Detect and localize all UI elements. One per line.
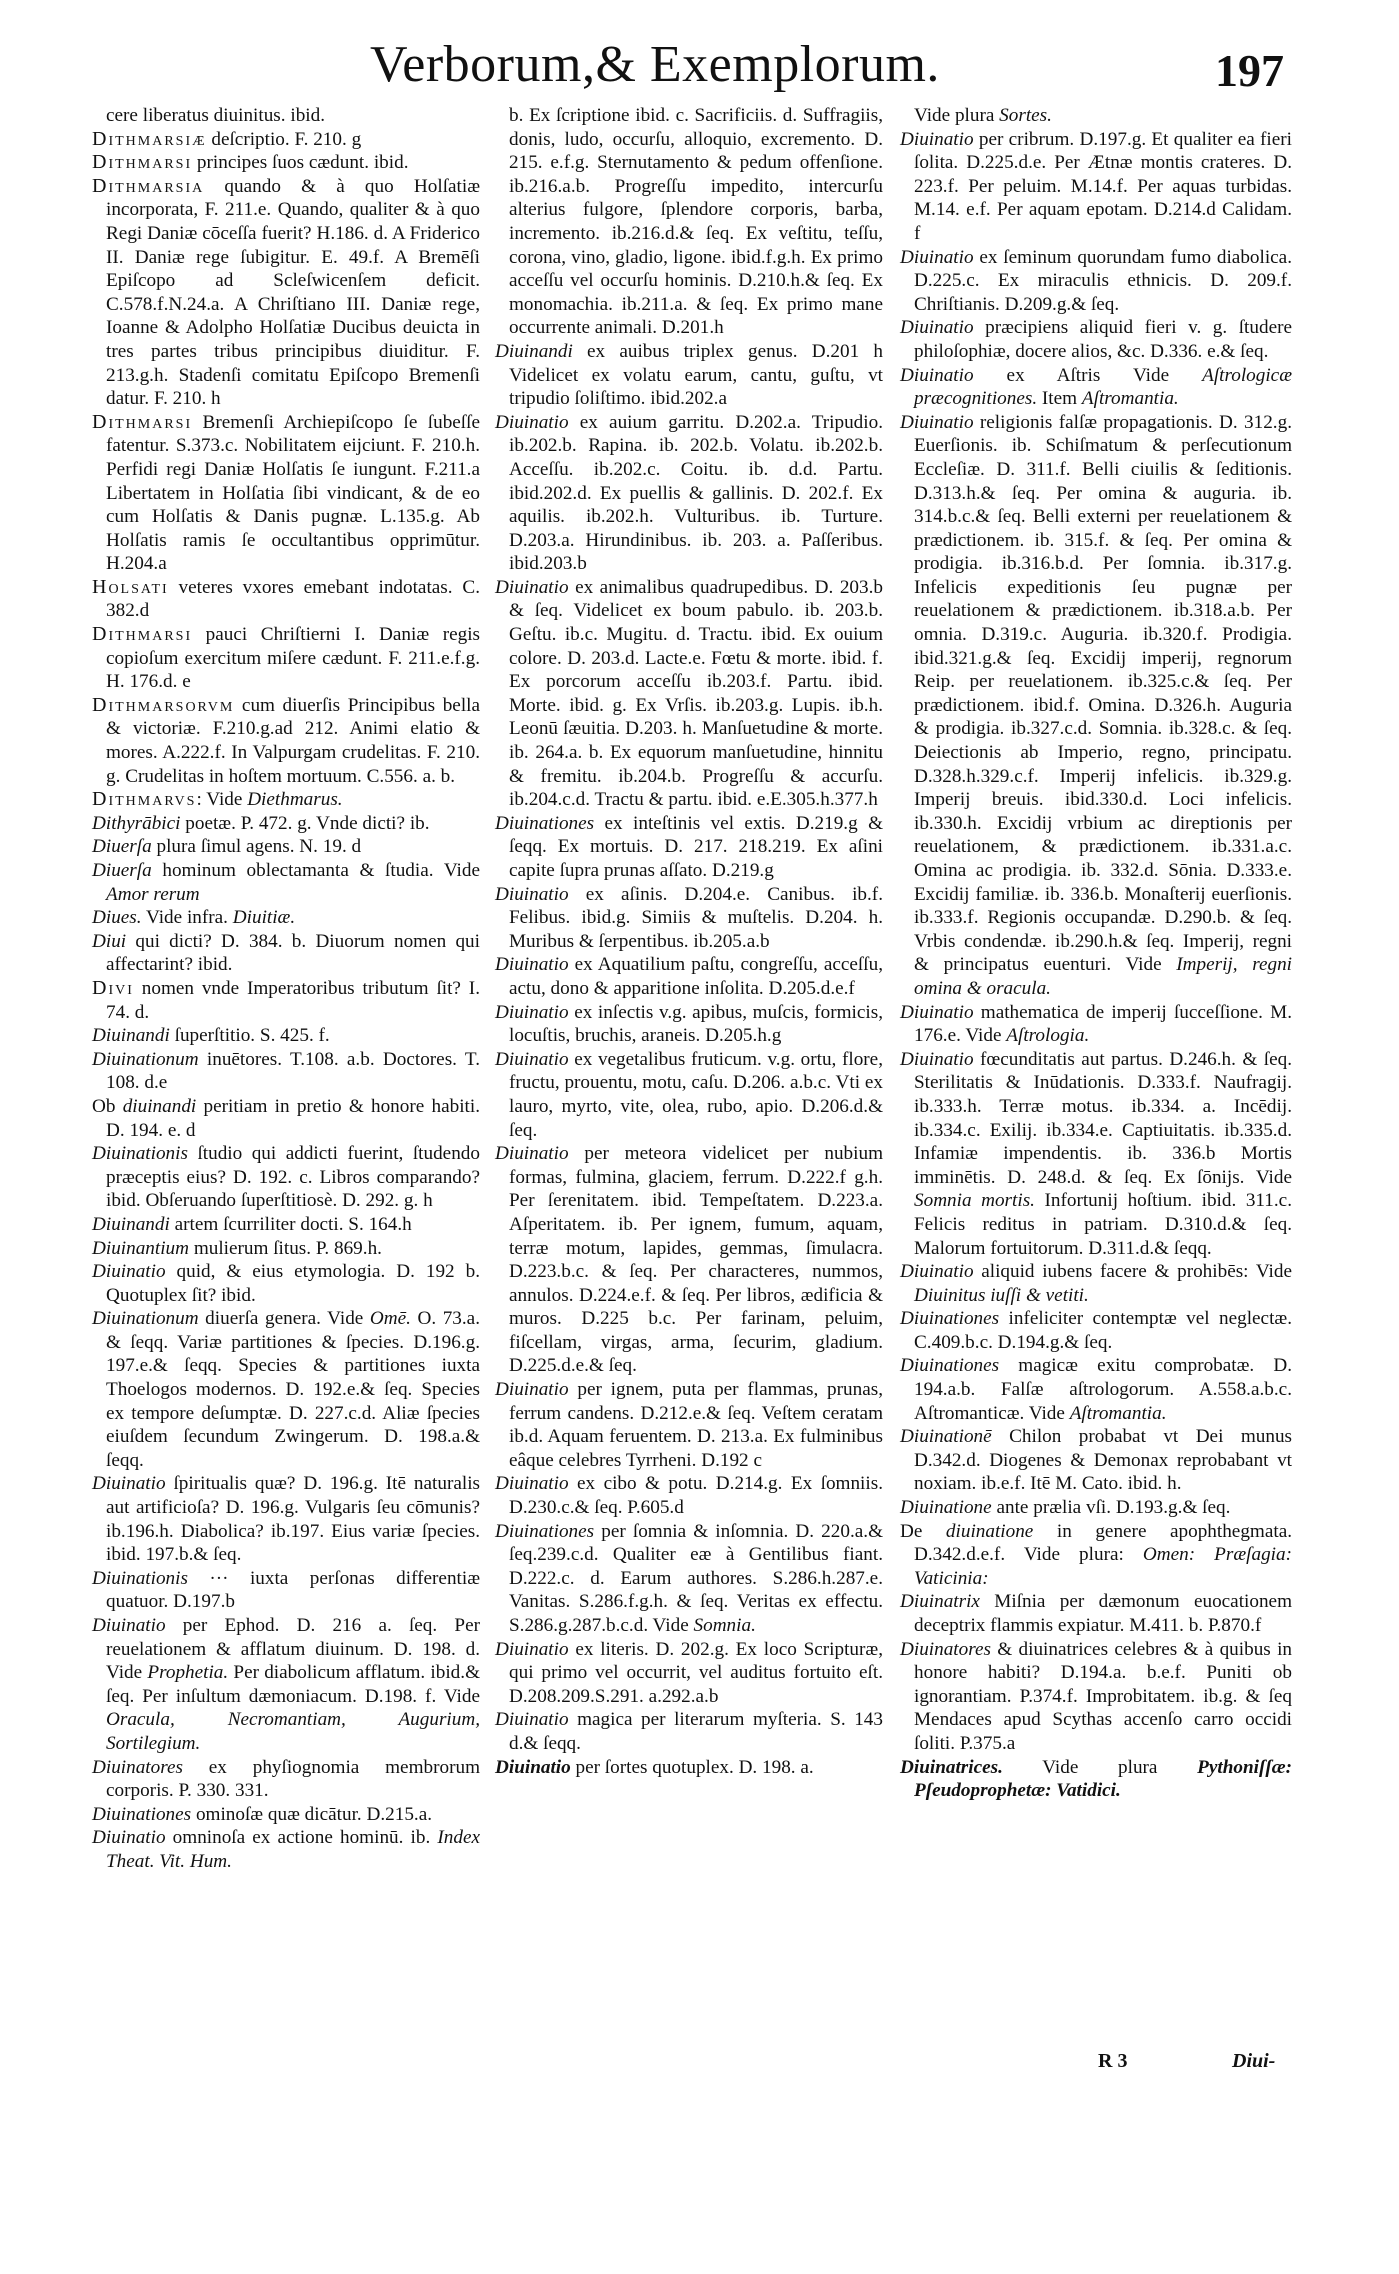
entry-text: per Ephod. D. 216 a. ſeq. Per reuelationem & afflatum diuinum. D. 198. d. Vide xyxy=(106,1615,480,1684)
index-entry xyxy=(92,1237,480,1261)
index-entry xyxy=(92,788,480,812)
entry-text: principes ſuos cædunt. ibid. xyxy=(192,152,409,174)
entry-headword: Diuinatio xyxy=(495,1143,569,1165)
index-entry xyxy=(900,364,1292,411)
page-footer xyxy=(0,2050,1399,2090)
entry-headword: Diuinatione xyxy=(900,1497,992,1519)
entry-text: hominum oblectamanta & ſtudia. Vide xyxy=(151,860,480,881)
entry-text: diuinandi xyxy=(122,1095,197,1117)
entry-headword: Diuinatio xyxy=(900,1048,974,1070)
entry-text: Aſtromantia. xyxy=(1081,388,1179,410)
entry-text: ex literis. D. 202.g. Ex loco Scripturæ, qui primo vel occurrit, vel auditus fortuito eſt. D.208.209.S.291. a.292.a.b xyxy=(509,1638,883,1707)
entry-text: nomen vnde Imperatoribus tributum ſit? I. 74. d. xyxy=(106,977,480,1023)
entry-headword: Dithmarsia xyxy=(92,174,205,197)
entry-headword: Diuinatio xyxy=(92,1473,166,1495)
entry-headword: Diues. xyxy=(92,907,142,929)
entry-text: quando & à quo Holſatiæ incorporata, F. 211.e. Quando, qualiter & à quo Regi Daniæ cōceſſa fuerit? H.186. d. A Friderico II. Daniæ rege ſubigitur. E. 49.f. A Bremēſi Epiſcopo ad Scleſwicenſem deficit. C.578.f.N.24.a. A Chriſtiano III. Daniæ rege, Ioanne & Adolpho Holſatiæ Ducibus deuicta in tres partes tribus principibus diuiditur. F. 213.g.h. Stadenſi comitatu Epiſcopo Bremenſi datur. F. 210. h xyxy=(106,175,480,410)
entry-headword: Diuinationes xyxy=(900,1355,1000,1377)
entry-headword: Diuinatio xyxy=(495,576,569,598)
index-entry xyxy=(495,411,883,576)
index-entry xyxy=(92,812,480,836)
entry-text: ex auium garritu. D.202.a. Tripudio. ib.202.b. Rapina. ib. 202.b. Volatu. ib.202.b. Acceſſu. ib.202.c. Coitu. ib. d.d. Partu. ibid.202.d. Ex puellis & gallinis. D. 202.f. Ex aquilis. ib.202.h. Vulturibus. ib. Turture. D.203.a. Hirundinibus. ib. 203. a. Paſſeribus. ibid.203.b xyxy=(509,411,883,575)
index-columns xyxy=(92,104,1332,2144)
entry-headword: Holsati xyxy=(92,575,169,598)
entry-headword: Diuinationum xyxy=(92,1048,199,1070)
entry-headword: Diuinationis xyxy=(92,1143,188,1165)
index-entry xyxy=(495,1472,883,1519)
entry-headword: Diuinatio xyxy=(495,1638,569,1660)
entry-text: Diuitiæ. xyxy=(232,907,296,929)
entry-text: veteres vxores emebant indotatas. C. 382.d xyxy=(106,576,480,622)
entry-text: Amor rerum xyxy=(106,883,200,905)
entry-headword: Diuinatio xyxy=(495,1756,571,1778)
index-entry xyxy=(900,316,1292,363)
entry-text: per meteora videlicet per nubium formas, fulmina, glaciem, ferrum. D.222.f g.h. Per ſerenitatem. ibid. Tempeſtatem. D.223.a. Aſperitatem. ib. Per ignem, fumum, aquam, terræ motum, lapides, gemmas, ſimulacra. D.223.b.c. & ſeq. Per characteres, nummos, annulos. D.224.e.f. & ſeq. Per libros, ædificia & muros. D.225 b.c. Per farinam, peluim, fiſcellam, virgas, arma, ſecurim, gladium. D.225.d.e.& ſeq. xyxy=(509,1143,883,1377)
entry-text: ex auibus triplex genus. D.201 h Videlicet ex volatu earum, cantu, guſtu, vt tripudio ſoliſtimo. ibid.202.a xyxy=(509,340,883,410)
entry-headword: Diuinatio xyxy=(92,1827,166,1849)
entry-text: plura ſimul agens. N. 19. d xyxy=(151,836,362,858)
entry-headword: Diuinatio xyxy=(495,954,569,976)
index-entry xyxy=(495,1756,883,1780)
index-entry xyxy=(495,953,883,1000)
index-entry xyxy=(92,1095,480,1142)
index-entry xyxy=(495,883,883,954)
entry-text: Infortunij hoſtium. ibid. 311.c. Felicis reditus in patriam. D.310.d.& ſeq. Malorum fortuitorum. D.311.d.& ſeqq. xyxy=(914,1190,1292,1259)
entry-headword: Diuinatio xyxy=(900,246,974,268)
index-entry xyxy=(92,930,480,977)
entry-text: diuinatione xyxy=(945,1520,1034,1542)
index-entry xyxy=(495,1708,883,1755)
entry-text: Ob xyxy=(92,1095,123,1117)
entry-headword: Diuinatio xyxy=(495,1001,569,1023)
index-entry xyxy=(900,411,1292,1001)
index-entry xyxy=(900,1638,1292,1756)
entry-text: magicæ exitu comprobatæ. D. 194.a.b. Falſæ aſtrologorum. A.558.a.b.c. Aſtromanticæ. Vide xyxy=(914,1355,1292,1424)
entry-text: qui dicti? D. 384. b. Diuorum nomen qui affectarint? ibid. xyxy=(106,930,480,976)
entry-headword: Pythoniſſæ: Pſeudoprophetæ: Vatidici. xyxy=(914,1756,1292,1802)
entry-text: diuerſa genera. Vide xyxy=(198,1308,370,1330)
index-entry xyxy=(900,1756,1292,1803)
entry-text: Somnia mortis. xyxy=(914,1190,1035,1212)
index-entry xyxy=(495,340,883,411)
entry-text: Imperij, regni omina & oracula. xyxy=(914,954,1292,999)
index-entry xyxy=(900,246,1292,317)
entry-headword: Diuinationis xyxy=(92,1567,188,1589)
index-entry xyxy=(495,1142,883,1378)
entry-headword: Diuinatio xyxy=(92,1615,166,1636)
index-entry xyxy=(900,128,1292,246)
index-entry xyxy=(92,151,480,175)
entry-text: Omē. xyxy=(369,1308,411,1330)
entry-text: quid, & eius etymologia. D. 192 b. Quotuplex ſit? ibid. xyxy=(106,1261,480,1306)
index-entry xyxy=(92,859,480,906)
entry-headword: Diuinatrices. xyxy=(900,1756,1003,1778)
entry-text: Miſnia per dæmonum euocationem deceptrix flammis expiatur. M.411. b. P.870.f xyxy=(914,1591,1292,1636)
entry-text: : Vide xyxy=(196,789,248,811)
entry-headword: Diui xyxy=(92,930,127,952)
entry-text: per ſortes quotuplex. D. 198. a. xyxy=(570,1756,814,1778)
entry-text: pauci Chriſtierni I. Daniæ regis copioſum exercitum miſere cædunt. F. 211.e.f.g. H. 176.d. e xyxy=(106,624,480,693)
index-entry xyxy=(92,623,480,694)
signature-mark: R 3 xyxy=(1098,2050,1128,2072)
entry-text: ex ſeminum quorundam fumo diabolica. D.225.c. Ex miraculis ethnicis. D. 209.f. Chriſtianis. D.209.g.& ſeq. xyxy=(914,246,1292,315)
entry-text: ex Aquatilium paſtu, congreſſu, acceſſu, actu, dono & apparitione inſolita. D.205.d.e.f xyxy=(509,954,883,999)
index-entry xyxy=(495,1378,883,1472)
index-entry xyxy=(92,1307,480,1472)
index-entry xyxy=(92,1048,480,1095)
entry-text: ex cibo & potu. D.214.g. Ex ſomniis. D.230.c.& ſeq. P.605.d xyxy=(509,1473,883,1519)
index-entry xyxy=(900,1354,1292,1425)
index-entry xyxy=(92,1756,480,1803)
entry-headword: Diuinatio xyxy=(900,364,974,386)
entry-text: Index Theat. Vit. Hum. xyxy=(106,1827,480,1872)
entry-text: mathematica de imperij ſucceſſione. M. 176.e. Vide xyxy=(914,1001,1292,1047)
entry-text: infeliciter contemptæ vel neglectæ. C.409.b.c. D.194.g.& ſeq. xyxy=(914,1308,1292,1353)
entry-text: per cribrum. D.197.g. Et qualiter ea fieri ſolita. D.225.d.e. Per Ætnæ montis crateres. D. 223.f. Per peluim. M.14.f. Per aquas turbidas. M.14. e.f. Per aquam epotam. D.214.d Calidam. f xyxy=(914,128,1292,244)
entry-text: ex vegetalibus fruticum. v.g. ortu, flore, fructu, prouentu, motu, caſu. D.206. a.b.c. Vti ex lauro, myrto, vite, olea, rubo, apio. D.206.d.& ſeq. xyxy=(509,1048,883,1141)
index-entry xyxy=(92,1567,480,1614)
index-entry xyxy=(92,175,480,411)
entry-headword: Dithmarsiæ xyxy=(92,127,207,150)
entry-text: Prophetia. xyxy=(147,1662,229,1684)
entry-text: ſtudio qui addicti fuerint, ſtudendo præceptis eius? D. 192. c. Libros comparando? ibid. Obſeruando ſuperſtitiosè. D. 292. g. h xyxy=(106,1143,480,1212)
entry-text: deſcriptio. F. 210. g xyxy=(206,128,362,150)
entry-headword: Dithmarsi xyxy=(92,410,193,433)
index-entry-continuation xyxy=(495,104,883,340)
entry-text: Vide plura xyxy=(1002,1756,1198,1778)
entry-text: Vide plura xyxy=(914,105,1000,126)
index-entry xyxy=(495,812,883,883)
index-entry xyxy=(92,835,480,859)
entry-text: mulierum ſitus. P. 869.h. xyxy=(189,1237,382,1259)
entry-headword: Dithmarvs xyxy=(92,788,197,811)
entry-text: Diuinitus iuſſi & vetiti. xyxy=(914,1284,1089,1306)
index-entry xyxy=(92,906,480,930)
entry-text: Vide infra. xyxy=(141,907,233,929)
index-entry xyxy=(900,1260,1292,1307)
index-entry xyxy=(495,1638,883,1709)
index-entry xyxy=(900,1496,1292,1520)
entry-text: peritiam in pretio & honore habiti. D. 194. e. d xyxy=(106,1095,481,1141)
entry-text: inuētores. T.108. a.b. Doctores. T. 108. d.e xyxy=(106,1048,480,1094)
entry-text: poetæ. P. 472. g. Vnde dicti? ib. xyxy=(180,812,430,834)
catchword: Diui- xyxy=(1232,2050,1276,2072)
entry-text: ex animalibus quadrupedibus. D. 203.b & ſeq. Videlicet ex boum pabulo. ib. 203.b. Geſtu. ib.c. Mugitu. d. Tractu. ibid. Ex ouium colore. D. 203.d. Lacte.e. Fœtu & morte. ibid. f. Ex porcorum acceſſu ib.203.f. Partu. ibid. Morte. ibid. g. Ex Vrſis. ib.203.g. Lupis. ib.h. Leonū ſæuitia. D.203. h. Manſuetudine & morte. ib. 264.a. b. Ex equorum manſuetudine, hinnitu & fremitu. ib.204.b. Progreſſu & accurſu. ib.204.c.d. Tractu & partu. ibid. e.E.305.h.377.h xyxy=(509,576,883,811)
entry-headword: Diuinatrix xyxy=(900,1591,980,1613)
index-entry xyxy=(495,1048,883,1142)
entry-headword: Dithmarsi xyxy=(92,623,193,646)
entry-headword: Diuinationē xyxy=(900,1426,992,1448)
entry-text: aliquid iubens facere & prohibēs: Vide xyxy=(973,1261,1292,1283)
entry-text: ex aſinis. D.204.e. Canibus. ib.f. Felibus. ibid.g. Simiis & muſtelis. D.204. h. Muribus & ſerpentibus. ib.205.a.b xyxy=(509,883,883,952)
entry-headword: Diuinatio xyxy=(495,1473,569,1495)
entry-headword: Diuinationes xyxy=(92,1803,192,1825)
entry-headword: Diuinatio xyxy=(92,1261,166,1283)
entry-headword: Diuinatio xyxy=(495,1048,569,1070)
entry-headword: Diuinatores xyxy=(900,1638,991,1660)
entry-headword: Diuinandi xyxy=(92,1025,170,1047)
entry-headword: Diuinatio xyxy=(495,411,569,433)
entry-text: ex Aſtris Vide xyxy=(973,364,1203,386)
entry-text: & diuinatrices celebres & à quibus in honore habiti? D.194.a. b.e.f. Puniti ob ignorantiam. P.374.f. Improbitatem. ib.g. & ſeq Mendaces apud Scythas accenſo carro occidi ſoliti. P.375.a xyxy=(914,1638,1292,1754)
entry-text: fœcunditatis aut partus. D.246.h. & ſeq. Sterilitatis & Inūdationis. D.333.f. Naufragij. ib.333.h. Terræ motus. ib.334. a. Incēdij. ib.334.c. Exilij. ib.334.e. Captiuitatis. ib.335.d. Infamiæ impendentis. ib. 336.b Mortis imminētis. D. 248.d. & ſeq. Ex ſōnijs. Vide xyxy=(914,1048,1292,1188)
index-entry xyxy=(92,576,480,623)
entry-text: per ignem, puta per flammas, prunas, ferrum candens. D.212.e.& ſeq. Veſtem ceratam ib.d. Aquam feruentem. D. 213.a. Ex fulminibus eâque celebres Tyrrheni. D.192 c xyxy=(509,1379,883,1471)
index-entry xyxy=(92,128,480,152)
entry-headword: Diuinandi xyxy=(92,1213,170,1235)
entry-text: Aſtromantia. xyxy=(1069,1402,1167,1424)
index-column-left xyxy=(92,104,480,1874)
entry-headword: Diuinandi xyxy=(495,340,573,362)
index-entry xyxy=(92,1472,480,1566)
entry-text: Omen: Præſagia: Vaticinia: xyxy=(914,1544,1292,1589)
entry-headword: Diuinationum xyxy=(92,1308,199,1330)
entry-text: omninoſa ex actione hominū. ib. xyxy=(165,1827,438,1849)
index-entry xyxy=(92,694,480,788)
index-entry xyxy=(900,1425,1292,1496)
entry-text: artem ſcurriliter docti. S. 164.h xyxy=(169,1213,412,1235)
entry-text: Per diabolicum afflatum. ibid.& ſeq. Per inſultum dæmoniacum. D.198. f. Vide xyxy=(106,1662,480,1707)
index-entry xyxy=(495,1520,883,1638)
index-entry xyxy=(92,1803,480,1827)
entry-text: Oracula, Necromantiam, Augurium, Sortilegium. xyxy=(106,1709,480,1754)
entry-text: b. Ex ſcriptione ibid. c. Sacrificiis. d. Suffragiis, donis, ludo, occurſu, alloquio, excremento. D. 215. e.f.g. Sternutamento & pedum offenſione. ib.216.a.b. Progreſſu impedito, intercurſu alterius fulgore, ſplendore corporis, barba, incremento. ib.216.d.& ſeq. Ex veſtitu, teſſu, corona, vino, gladio, ligone. ibid.f.g.h. Ex primo acceſſu vel occurſu hominis. D.210.h.& ſeq. Ex monomachia. ib.211.a. & ſeq. Ex primo mane occurrente animali. D.201.h xyxy=(509,105,883,339)
entry-headword: Diuinatio xyxy=(900,1261,974,1283)
entry-text: ſuperſtitio. S. 425. f. xyxy=(169,1025,330,1047)
entry-headword: Diuinationes xyxy=(900,1308,1000,1330)
entry-text: præcipiens aliquid fieri v. g. ſtudere philoſophiæ, docere alios, &c. D.336. e.& ſeq. xyxy=(914,317,1292,362)
entry-text: ſpiritualis quæ? D. 196.g. Itē naturalis aut artificioſa? D. 196.g. Vulgaris ſeu cōmunis? ib.196.h. Diabolica? ib.197. Eius variæ ſpecies. ibid. 197.b.& ſeq. xyxy=(106,1473,480,1566)
entry-text: ante prælia vſi. D.193.g.& ſeq. xyxy=(991,1497,1231,1519)
entry-headword: Diuinationes xyxy=(495,1520,595,1542)
entry-text: in genere apophthegmata. D.342.d.e.f. Vide plura: xyxy=(914,1520,1293,1566)
entry-headword: Divi xyxy=(92,976,134,999)
index-entry xyxy=(92,977,480,1024)
index-entry xyxy=(495,576,883,812)
entry-headword: Diuinatores xyxy=(92,1756,183,1778)
entry-text: ex inſectis v.g. apibus, muſcis, formicis, locuſtis, bruchis, araneis. D.205.h.g xyxy=(509,1001,883,1047)
index-entry xyxy=(92,1260,480,1307)
entry-headword: Diuinationes xyxy=(495,812,595,834)
index-entry xyxy=(900,1001,1292,1048)
index-entry xyxy=(92,411,480,576)
entry-headword: Dithmarsi xyxy=(92,151,193,174)
entry-headword: Dithyrābici xyxy=(92,812,181,834)
entry-text: ··· iuxta perſonas differentiæ quatuor. D.197.b xyxy=(106,1567,480,1613)
index-entry xyxy=(92,1614,480,1756)
entry-headword: Diuerſa xyxy=(92,836,152,858)
entry-text: Aſtrologicæ præcognitiones. xyxy=(914,364,1292,410)
entry-headword: Diuinatio xyxy=(900,317,974,339)
entry-text: De xyxy=(900,1520,946,1542)
entry-text: ex inteſtinis vel extis. D.219.g & ſeqq. Ex mortuis. D. 217. 218.219. Ex aſini capite ſupra prunas aſſato. D.219.g xyxy=(509,812,883,881)
page-number: 197 xyxy=(1215,45,1284,96)
entry-text: Diethmarus. xyxy=(247,789,343,811)
index-entry xyxy=(900,1520,1292,1591)
page-header xyxy=(0,30,1399,110)
running-title: Verborum,& Exemplorum. xyxy=(370,36,940,93)
entry-text: Bremenſi Archiepiſcopo ſe ſubeſſe fatentur. S.373.c. Nobilitatem eijciunt. F. 210.h. Perfidi regi Daniæ Holſatis ſe iungunt. F.211.a Libertatem in Holſatia ſibi vindicant, & de eo cum Holſatis & Danis pugnæ. L.135.g. Ab Holſatis ramis ſe occultantibus opprimūtur. H.204.a xyxy=(106,411,480,575)
entry-text: ominoſæ quæ dicātur. D.215.a. xyxy=(191,1803,433,1825)
index-entry-continuation xyxy=(900,104,1292,128)
entry-headword: Diuinatio xyxy=(900,128,974,150)
entry-text: cere liberatus diuinitus. ibid. xyxy=(106,105,326,126)
entry-text: religionis falſæ propagationis. D. 312.g. Euerſionis. ib. Schiſmatum & perſecutionum Eccleſiæ. D. 311.f. Belli ciuilis & ſeditionis. D.313.h.& ſeq. Per omina & auguria. ib. 314.b.c.& ſeq. Belli externi per reuelationem & prædictionem. ib. 315.f. & ſeq. Per omina & prodigia. ib.316.b.d. Per ſomnia. ib.317.g. Infelicis expeditionis ſeu pugnæ per reuelationem & prædictionem. ib.318.a.b. Per omnia. D.319.c. Auguria. ib.320.f. Prodigia. ibid.321.g.& ſeq. Excidij imperij, regnorum Reip. per reuelationem. ib.325.c.& ſeq. Per prædictionem. ibid.f. Omina. D.326.h. Auguria & prodigia. ib.327.c.d. Somnia. ib.328.c. & ſeq. Deiectionis ab Imperio, regno, principatu. D.328.h.329.c.f. Imperij infelicis. ib.329.g. Imperij breuis. ibid.330.d. Loci infelicis. ib.330.h. Excidij vrbium ac direptionis per reuelationem, & prædictionem. ib.331.a.c. Omina ac prodigia. ib. 332.d. Sōnia. D.333.e. Excidij familiæ. ib. 336.b. Monaſterij euerſionis. ib.333.f. Regionis occupandæ. D.290.b. & ſeq. Vrbis condendæ. ib.290.h.& ſeq. Imperij, regni & principatus euenturi. Vide xyxy=(914,411,1292,976)
entry-headword: Diuinatio xyxy=(900,411,974,433)
entry-headword: Diuinatio xyxy=(495,1379,569,1401)
entry-headword: Diuerſa xyxy=(92,860,152,881)
entry-headword: Diuinatio xyxy=(900,1001,974,1023)
index-entry xyxy=(92,1213,480,1237)
entry-text: Chilon probabat vt Dei munus D.342.d. Diogenes & Demonax reprobabant vt noxiam. ib.e.f. Itē M. Cato. ibid. h. xyxy=(914,1426,1292,1495)
entry-text: magica per literarum myſteria. S. 143 d.& ſeqq. xyxy=(509,1709,883,1754)
index-column-middle xyxy=(495,104,883,1779)
entry-headword: Dithmarsorvm xyxy=(92,693,235,716)
entry-headword: Diuinatio xyxy=(495,1709,569,1731)
index-entry xyxy=(900,1590,1292,1637)
entry-text: ex phyſiognomia membrorum corporis. P. 330. 331. xyxy=(106,1756,480,1802)
index-entry xyxy=(495,1001,883,1048)
index-entry xyxy=(900,1048,1292,1260)
index-entry xyxy=(900,1307,1292,1354)
index-column-right xyxy=(900,104,1292,1803)
entry-text: Sortes. xyxy=(999,105,1052,126)
entry-text: per ſomnia & inſomnia. D. 220.a.& ſeq.239.c.d. Qualiter eæ à Gentilibus fiant. D.222.c. d. Earum authores. S.286.h.287.e. Vanitas. S.286.f.g.h. & ſeq. Veritas ex effectu. S.286.g.287.b.c.d. Vide xyxy=(509,1520,883,1636)
index-entry-continuation xyxy=(92,104,480,128)
index-entry xyxy=(92,1826,480,1873)
entry-text: Item xyxy=(1037,388,1082,410)
entry-text: cum diuerſis Principibus bella & victoriæ. F.210.g.ad 212. Animi elatio & mores. A.222.f. In Valpurgam crudelitas. F. 210. g. Crudelitas in hoſtem mortuum. C.556. a. b. xyxy=(106,694,480,787)
index-entry xyxy=(92,1142,480,1213)
index-entry xyxy=(92,1024,480,1048)
entry-text: Aſtrologia. xyxy=(1006,1025,1090,1047)
entry-text: O. 73.a. & ſeqq. Variæ partitiones & ſpecies. D.196.g. 197.e.& ſeqq. Species & partitiones iuxta Thoelogos modernos. D. 192.e.& ſeq. Species ex tempore deſumptæ. D. 227.c.d. Aliæ ſpecies eiuſdem ſecundum Zwingerum. D. 198.a.& ſeqq. xyxy=(106,1308,480,1471)
entry-text: Somnia. xyxy=(693,1615,756,1636)
entry-headword: Diuinantium xyxy=(92,1237,190,1259)
entry-headword: Diuinatio xyxy=(495,883,569,905)
